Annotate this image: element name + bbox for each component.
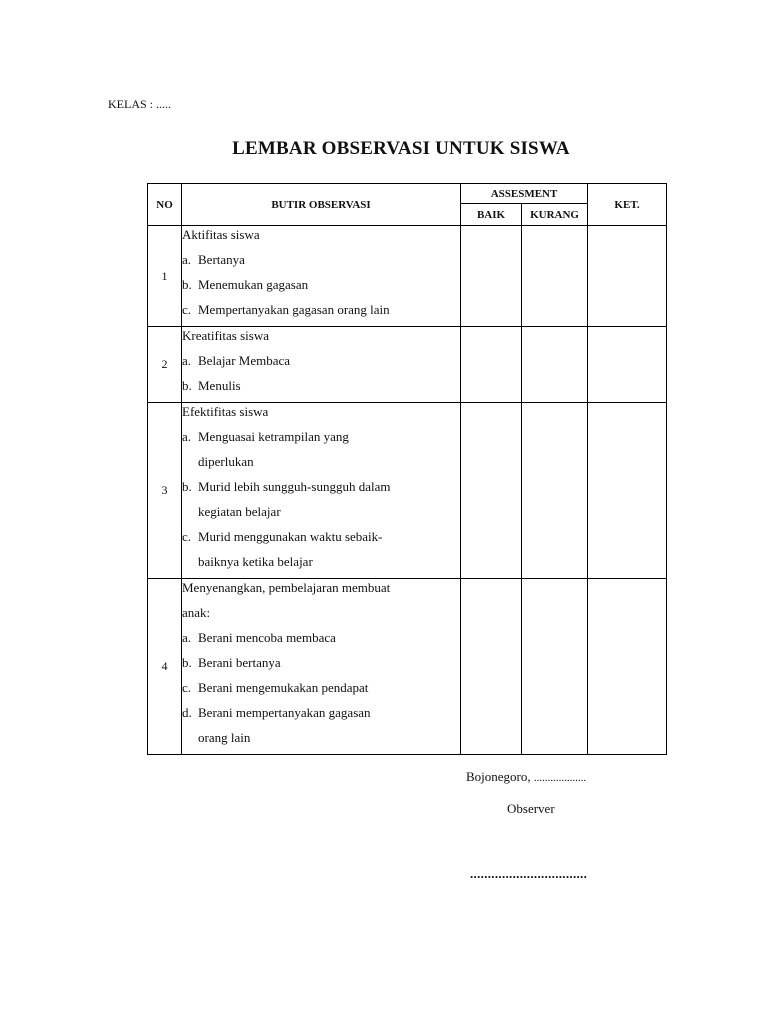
sub-item-text: Menulis <box>198 378 241 393</box>
sub-item-text: diperlukan <box>198 454 254 469</box>
table-row <box>148 226 667 327</box>
sub-item-marker: b. <box>182 378 192 393</box>
sub-item <box>182 528 460 553</box>
kurang-cell <box>522 403 588 579</box>
ket-cell <box>588 403 667 579</box>
kurang-cell <box>522 579 588 755</box>
sub-item-marker: a. <box>182 353 192 368</box>
header-kurang: KURANG <box>522 204 588 226</box>
item-heading: Aktifitas siswa <box>182 227 260 242</box>
baik-cell <box>461 579 522 755</box>
ket-cell <box>588 327 667 403</box>
signature-line: ................................. <box>470 866 588 881</box>
sub-item <box>182 377 460 402</box>
item-heading-continued: anak: <box>182 605 211 620</box>
sub-item-marker: b. <box>182 479 192 494</box>
sub-item <box>182 301 460 326</box>
table-row <box>148 579 667 755</box>
sub-item <box>182 251 460 276</box>
date-blank: ................... <box>533 772 587 784</box>
sub-item-marker: a. <box>182 252 192 267</box>
date-line <box>466 769 586 785</box>
sub-item-marker: d. <box>182 705 192 720</box>
sub-item-text: Menemukan gagasan <box>198 277 309 292</box>
baik-cell <box>461 226 522 327</box>
kurang-cell <box>522 327 588 403</box>
sub-item-text: Bertanya <box>198 252 245 267</box>
sub-item-text: orang lain <box>198 730 251 745</box>
sub-item-text: Mempertanyakan gagasan orang lain <box>198 302 390 317</box>
sub-item <box>182 478 460 503</box>
table-row <box>148 403 667 579</box>
sub-item <box>182 553 460 578</box>
sub-item-text: Murid menggunakan waktu sebaik- <box>198 529 383 544</box>
sub-item <box>182 276 460 301</box>
table-row <box>148 327 667 403</box>
observation-item-cell <box>182 226 461 327</box>
observation-table <box>147 183 667 755</box>
sub-item-marker: c. <box>182 529 192 544</box>
sub-item-text: Berani mencoba membaca <box>198 630 336 645</box>
header-baik: BAIK <box>461 204 522 226</box>
item-heading: Menyenangkan, pembelajaran membuat <box>182 580 391 595</box>
page-title: LEMBAR OBSERVASI UNTUK SISWA <box>232 138 570 159</box>
row-number: 4 <box>148 579 182 755</box>
sub-item-text: kegiatan belajar <box>198 504 281 519</box>
ket-cell <box>588 579 667 755</box>
sub-item <box>182 428 460 453</box>
header-butir-observasi: BUTIR OBSERVASI <box>182 184 461 226</box>
item-heading: Efektifitas siswa <box>182 404 269 419</box>
item-heading: Kreatifitas siswa <box>182 328 270 343</box>
sub-item-text: Berani mengemukakan pendapat <box>198 680 369 695</box>
kelas-label: KELAS : ..... <box>108 97 171 111</box>
sub-item <box>182 352 460 377</box>
header-assesment: ASSESMENT <box>461 184 588 204</box>
kurang-cell <box>522 226 588 327</box>
ket-cell <box>588 226 667 327</box>
sub-item-text: baiknya ketika belajar <box>198 554 313 569</box>
observer-label: Observer <box>507 801 555 816</box>
baik-cell <box>461 403 522 579</box>
sub-item-marker: c. <box>182 680 192 695</box>
row-number: 1 <box>148 226 182 327</box>
row-number: 3 <box>148 403 182 579</box>
header-ket: KET. <box>588 184 667 226</box>
sub-item-marker: c. <box>182 302 192 317</box>
sub-item-marker: b. <box>182 277 192 292</box>
place-label: Bojonegoro, <box>466 769 531 784</box>
sub-item-text: Murid lebih sungguh-sungguh dalam <box>198 479 391 494</box>
sub-item <box>182 704 460 729</box>
sub-item <box>182 679 460 704</box>
sub-item-marker: a. <box>182 630 192 645</box>
sub-item <box>182 453 460 478</box>
observation-item-cell <box>182 327 461 403</box>
sub-item-marker: b. <box>182 655 192 670</box>
observation-item-cell <box>182 579 461 755</box>
sub-item-text: Berani mempertanyakan gagasan <box>198 705 371 720</box>
sub-item <box>182 729 460 754</box>
sub-item-marker: a. <box>182 429 192 444</box>
sub-item-text: Berani bertanya <box>198 655 281 670</box>
row-number: 2 <box>148 327 182 403</box>
observation-item-cell <box>182 403 461 579</box>
sub-item <box>182 654 460 679</box>
sub-item <box>182 503 460 528</box>
sub-item <box>182 629 460 654</box>
baik-cell <box>461 327 522 403</box>
header-no: NO <box>148 184 182 226</box>
sub-item-text: Menguasai ketrampilan yang <box>198 429 349 444</box>
sub-item-text: Belajar Membaca <box>198 353 291 368</box>
